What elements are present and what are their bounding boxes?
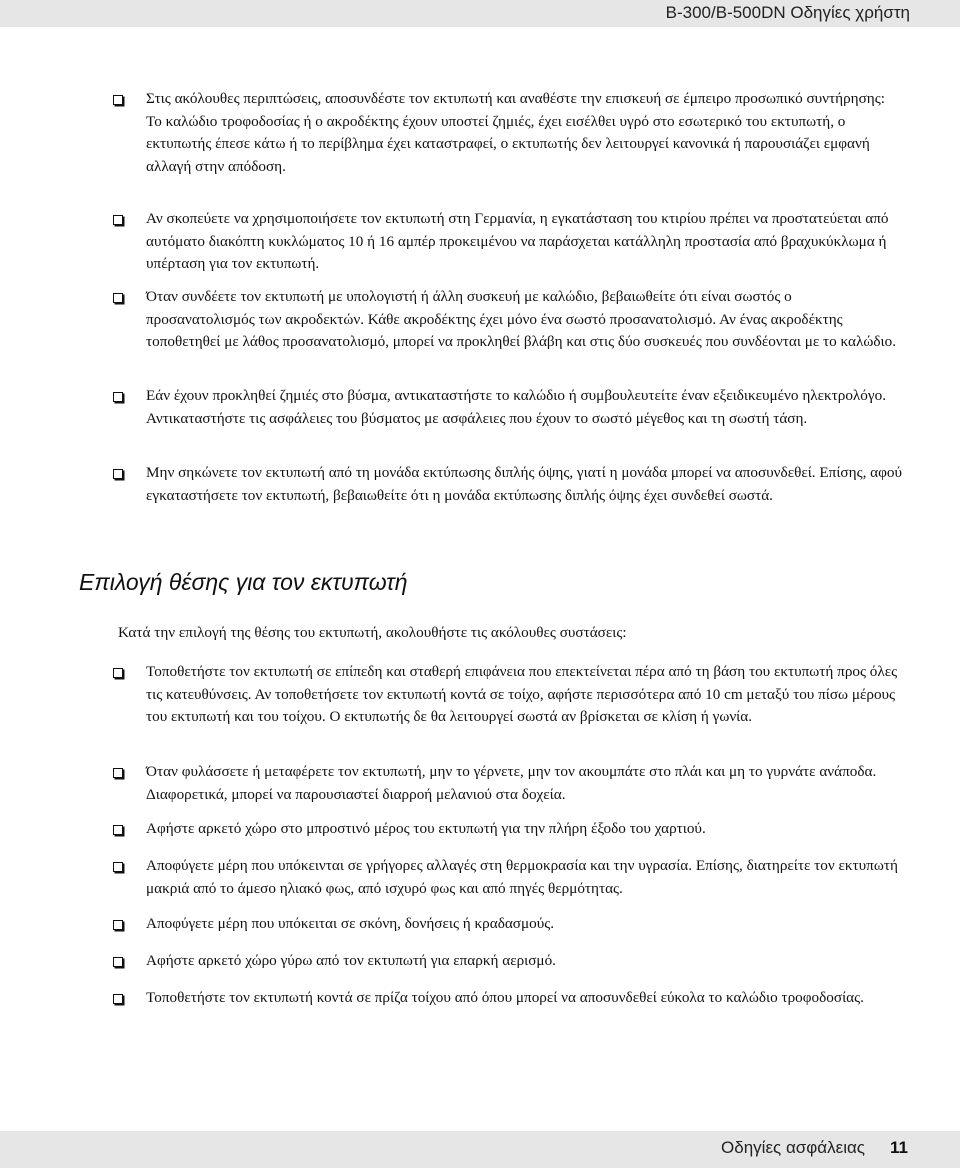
checkbox-bullet-icon xyxy=(113,215,123,225)
checkbox-bullet-icon xyxy=(113,862,123,872)
checkbox-bullet-icon xyxy=(113,95,123,105)
list-item-text: Εάν έχουν προκληθεί ζημιές στο βύσμα, αντικαταστήστε το καλώδιο ή συμβουλευτείτε έναν εξειδικευμένο ηλεκτρολόγο. Αντικαταστήστε τις ασφάλειες του βύσματος με ασφάλειες που έχουν το σωστό μέγεθος και τη σωστή τάση. xyxy=(146,387,886,427)
list-item xyxy=(113,208,903,276)
list-item xyxy=(113,855,903,900)
section-intro: Κατά την επιλογή της θέσης του εκτυπωτή, ακολουθήστε τις ακόλουθες συστάσεις: xyxy=(118,624,627,641)
list-item xyxy=(113,818,903,841)
checkbox-bullet-icon xyxy=(113,768,123,778)
list-item xyxy=(113,88,903,178)
checkbox-bullet-icon xyxy=(113,668,123,678)
list-item xyxy=(113,661,903,729)
list-item-text: Τοποθετήστε τον εκτυπωτή κοντά σε πρίζα τοίχου από όπου μπορεί να αποσυνδεθεί εύκολα το καλώδιο τροφοδοσίας. xyxy=(146,989,864,1006)
checkbox-bullet-icon xyxy=(113,469,123,479)
list-item xyxy=(113,987,903,1010)
page-footer xyxy=(0,1131,960,1168)
list-item xyxy=(113,385,903,430)
page-number: 11 xyxy=(890,1138,908,1157)
checkbox-bullet-icon xyxy=(113,825,123,835)
list-item xyxy=(113,913,903,936)
section-heading: Επιλογή θέσης για τον εκτυπωτή xyxy=(79,569,408,595)
list-item xyxy=(113,761,903,806)
list-item-text: Όταν συνδέετε τον εκτυπωτή με υπολογιστή ή άλλη συσκευή με καλώδιο, βεβαιωθείτε ότι είναι σωστός ο προσανατολισμός των ακροδεκτών. Κάθε ακροδέκτης έχει μόνο ένα σωστό προσανατολισμό. Αν ένας ακροδέκτης τοποθετηθεί με λάθος προσανατολισμό, μπορεί να προκληθεί βλάβη και στις δύο συσκευές που συνδέονται με το καλώδιο. xyxy=(146,288,896,350)
checkbox-bullet-icon xyxy=(113,920,123,930)
list-item-text: Μην σηκώνετε τον εκτυπωτή από τη μονάδα εκτύπωσης διπλής όψης, γιατί η μονάδα μπορεί να αποσυνδεθεί. Επίσης, αφού εγκαταστήσετε τον εκτυπωτή, βεβαιωθείτε ότι η μονάδα εκτύπωσης διπλής όψης έχει συνδεθεί σωστά. xyxy=(146,464,903,504)
list-item-text: Αν σκοπεύετε να χρησιμοποιήσετε τον εκτυπωτή στη Γερμανία, η εγκατάσταση του κτιρίου πρέπει να προστατεύεται από αυτόματο διακόπτη κυκλώματος 10 ή 16 αμπέρ προκειμένου να παράσχεται κατάλληλη προστασία από βραχυκύκλωμα ή υπέρταση για τον εκτυπωτή. xyxy=(146,210,889,272)
checkbox-bullet-icon xyxy=(113,957,123,967)
list-item xyxy=(113,286,903,354)
list-item-text: Αποφύγετε μέρη που υπόκειται σε σκόνη, δονήσεις ή κραδασμούς. xyxy=(146,915,555,932)
page-header xyxy=(0,0,960,27)
footer-section-label: Οδηγίες ασφάλειας xyxy=(721,1138,865,1157)
page-header-title: B-300/B-500DN Οδηγίες χρήστη xyxy=(665,3,910,22)
list-item-text: Τοποθετήστε τον εκτυπωτή σε επίπεδη και σταθερή επιφάνεια που επεκτείνεται πέρα από τη βάση του εκτυπωτή προς όλες τις κατευθύνσεις. Αν τοποθετήσετε τον εκτυπωτή κοντά σε τοίχο, αφήστε περισσότερα από 10 cm μεταξύ του πίσω μέρους του εκτυπωτή και του τοίχου. Ο εκτυπωτής δε θα λειτουργεί σωστά αν βρίσκεται σε κλίση ή γωνία. xyxy=(146,663,898,725)
checkbox-bullet-icon xyxy=(113,994,123,1004)
list-item-text: Αφήστε αρκετό χώρο γύρω από τον εκτυπωτή για επαρκή αερισμό. xyxy=(146,952,556,969)
checkbox-bullet-icon xyxy=(113,392,123,402)
list-item-text: Όταν φυλάσσετε ή μεταφέρετε τον εκτυπωτή, μην το γέρνετε, μην τον ακουμπάτε στο πλάι και μη το γυρνάτε ανάποδα. Διαφορετικά, μπορεί να παρουσιαστεί διαρροή μελανιού στα δοχεία. xyxy=(146,763,877,803)
list-item-text: Αφήστε αρκετό χώρο στο μπροστινό μέρος του εκτυπωτή για την πλήρη έξοδο του χαρτιού. xyxy=(146,820,706,837)
checkbox-bullet-icon xyxy=(113,293,123,303)
list-item-text: Αποφύγετε μέρη που υπόκεινται σε γρήγορες αλλαγές στη θερμοκρασία και την υγρασία. Επίσης, διατηρείτε τον εκτυπωτή μακριά από το άμεσο ηλιακό φως, από ισχυρό φως και από πηγές θερμότητας. xyxy=(146,857,898,897)
list-item xyxy=(113,950,903,973)
list-item-text: Στις ακόλουθες περιπτώσεις, αποσυνδέστε τον εκτυπωτή και αναθέστε την επισκευή σε έμπειρο προσωπικό συντήρησης: xyxy=(146,90,885,107)
list-item xyxy=(113,462,903,507)
list-item-subtext: Το καλώδιο τροφοδοσίας ή ο ακροδέκτης έχουν υποστεί ζημιές, έχει εισέλθει υγρό στο εσωτερικό του εκτυπωτή, ο εκτυπωτής έπεσε κάτω ή το περίβλημα έχει καταστραφεί, ο εκτυπωτής δεν λειτουργεί κανονικά ή παρουσιάζει εμφανή αλλαγή στην απόδοση. xyxy=(146,112,870,175)
